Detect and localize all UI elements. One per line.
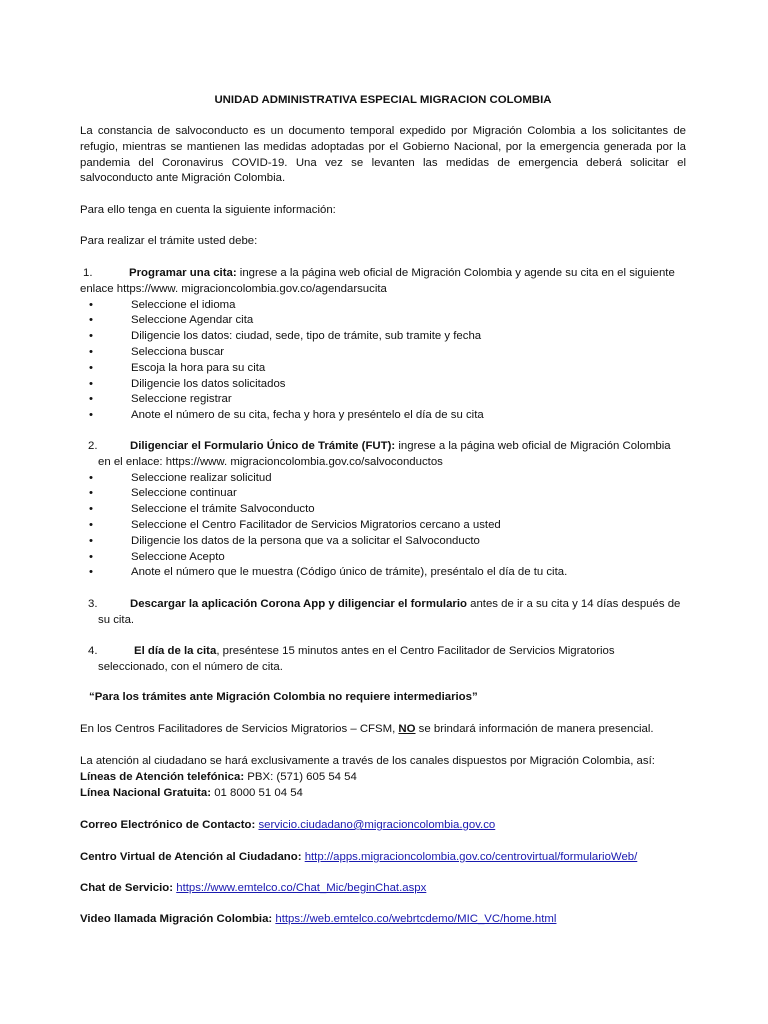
- list-item: • Seleccione Acepto: [80, 550, 686, 566]
- bullet-icon: •: [89, 314, 93, 327]
- bullet-icon: •: [89, 487, 93, 500]
- list-item: • Seleccione Agendar cita: [80, 313, 686, 329]
- list-item: • Seleccione realizar solicitud: [80, 471, 686, 487]
- intermediaries-quote: “Para los trámites ante Migración Colombia no requiere intermediarios”: [89, 691, 478, 703]
- info-line: Para ello tenga en cuenta la siguiente información:: [80, 204, 336, 216]
- video-call-label: Video llamada Migración Colombia:: [80, 913, 273, 925]
- step-3-continuation: su cita.: [98, 613, 135, 626]
- step-3-number: 3.: [88, 598, 98, 610]
- no-emphasis: NO: [398, 723, 416, 735]
- list-item: • Diligencie los datos de la persona que va a solicitar el Salvoconducto: [80, 534, 686, 550]
- chat-line: [80, 881, 426, 897]
- list-item: • Diligencie los datos: ciudad, sede, tipo de trámite, sub tramite y fecha: [80, 329, 686, 345]
- step-3-text: antes de ir a su cita y 14 días después de: [466, 598, 681, 610]
- bullet-icon: •: [89, 471, 93, 484]
- step-3-heading: Descargar la aplicación Corona App y diligenciar el formulario: [130, 598, 467, 610]
- list-item: • Anote el número que le muestra (Código único de trámite), preséntalo el día de tu cita.: [80, 565, 686, 581]
- phone-line: [80, 770, 357, 786]
- bullet-icon: •: [89, 409, 93, 422]
- bullet-icon: •: [89, 298, 93, 311]
- video-call-link[interactable]: https://web.emtelco.co/webrtcdemo/MIC_VC/home.html: [275, 913, 557, 925]
- virtual-center-label: Centro Virtual de Atención al Ciudadano:: [80, 851, 302, 863]
- step-1-bullet-list: [80, 298, 686, 424]
- step-2: [80, 439, 686, 581]
- step-2-bullet-list: [80, 471, 686, 582]
- list-item: • Seleccione el trámite Salvoconducto: [80, 502, 686, 518]
- step-2-number: 2.: [88, 440, 98, 452]
- step-1-link-line: enlace https://www. migracioncolombia.gov.co/agendarsucita: [80, 282, 387, 295]
- step-4-heading: El día de la cita: [134, 645, 217, 657]
- list-item: • Seleccione continuar: [80, 486, 686, 502]
- chat-label: Chat de Servicio:: [80, 882, 174, 894]
- email-line: [80, 818, 495, 834]
- email-link[interactable]: servicio.ciudadano@migracioncolombia.gov.co: [258, 819, 496, 831]
- bullet-icon: •: [89, 330, 93, 343]
- bullet-icon: •: [89, 377, 93, 390]
- intro-paragraph: La constancia de salvoconducto es un documento temporal expedido por Migración Colombia a los solicitantes de refugio, mientras se mantienen las medidas adoptadas por el Gobierno Nacional, por la emergencia generada por la pandemia del Coronavirus COVID-19. Una vez se levanten las medidas de emergencia deberá solicitar el salvoconducto ante Migración Colombia.: [80, 125, 686, 185]
- video-call-line: [80, 912, 556, 928]
- national-label: Línea Nacional Gratuita:: [80, 787, 212, 799]
- list-item: • Anote el número de su cita, fecha y hora y preséntelo el día de su cita: [80, 408, 686, 424]
- list-item: • Seleccione registrar: [80, 392, 686, 408]
- list-item: • Diligencie los datos solicitados: [80, 377, 686, 393]
- step-3: [80, 597, 686, 629]
- phone-label: Líneas de Atención telefónica:: [80, 771, 245, 783]
- bullet-icon: •: [89, 566, 93, 579]
- bullet-icon: •: [89, 503, 93, 516]
- step-1-number: 1.: [83, 267, 93, 279]
- list-item: • Seleccione el idioma: [80, 298, 686, 314]
- bullet-icon: •: [89, 534, 93, 547]
- tramite-line: Para realizar el trámite usted debe:: [80, 235, 258, 247]
- step-2-link-line: en el enlace: https://www. migracioncolombia.gov.co/salvoconductos: [98, 455, 443, 468]
- step-4-text: , preséntese 15 minutos antes en el Centro Facilitador de Servicios Migratorios: [216, 645, 615, 657]
- bullet-icon: •: [89, 518, 93, 531]
- bullet-icon: •: [89, 361, 93, 374]
- step-1-heading: Programar una cita:: [129, 267, 237, 279]
- virtual-center-line: [80, 850, 637, 866]
- national-value: 01 8000 51 04 54: [211, 787, 303, 799]
- step-4: [80, 644, 686, 676]
- email-label: Correo Electrónico de Contacto:: [80, 819, 256, 831]
- phone-value: PBX: (571) 605 54 54: [244, 771, 357, 783]
- virtual-center-link[interactable]: http://apps.migracioncolombia.gov.co/centrovirtual/formularioWeb/: [304, 851, 638, 863]
- step-2-text: ingrese a la página web oficial de Migración Colombia: [395, 440, 671, 452]
- step-1: [80, 266, 686, 424]
- bullet-icon: •: [89, 345, 93, 358]
- chat-link[interactable]: https://www.emtelco.co/Chat_Mic/beginChat.aspx: [176, 882, 427, 894]
- step-4-number: 4.: [88, 645, 98, 657]
- attention-line: La atención al ciudadano se hará exclusivamente a través de los canales dispuestos por Migración Colombia, así:: [80, 755, 655, 767]
- step-4-continuation: seleccionado, con el número de cita.: [98, 660, 283, 673]
- list-item: • Seleccione el Centro Facilitador de Servicios Migratorios cercano a usted: [80, 518, 686, 534]
- bullet-icon: •: [89, 393, 93, 406]
- list-item: • Escoja la hora para su cita: [80, 361, 686, 377]
- document-title: UNIDAD ADMINISTRATIVA ESPECIAL MIGRACION COLOMBIA: [214, 94, 552, 106]
- bullet-icon: •: [89, 550, 93, 563]
- step-2-heading: Diligenciar el Formulario Único de Trámite (FUT):: [130, 440, 396, 452]
- list-item: • Selecciona buscar: [80, 345, 686, 361]
- cfsm-notice: En los Centros Facilitadores de Servicios Migratorios – CFSM, NO se brindará información de manera presencial.: [80, 723, 654, 735]
- step-1-text: ingrese a la página web oficial de Migración Colombia y agende su cita en el siguiente: [236, 267, 675, 279]
- national-line: [80, 786, 303, 802]
